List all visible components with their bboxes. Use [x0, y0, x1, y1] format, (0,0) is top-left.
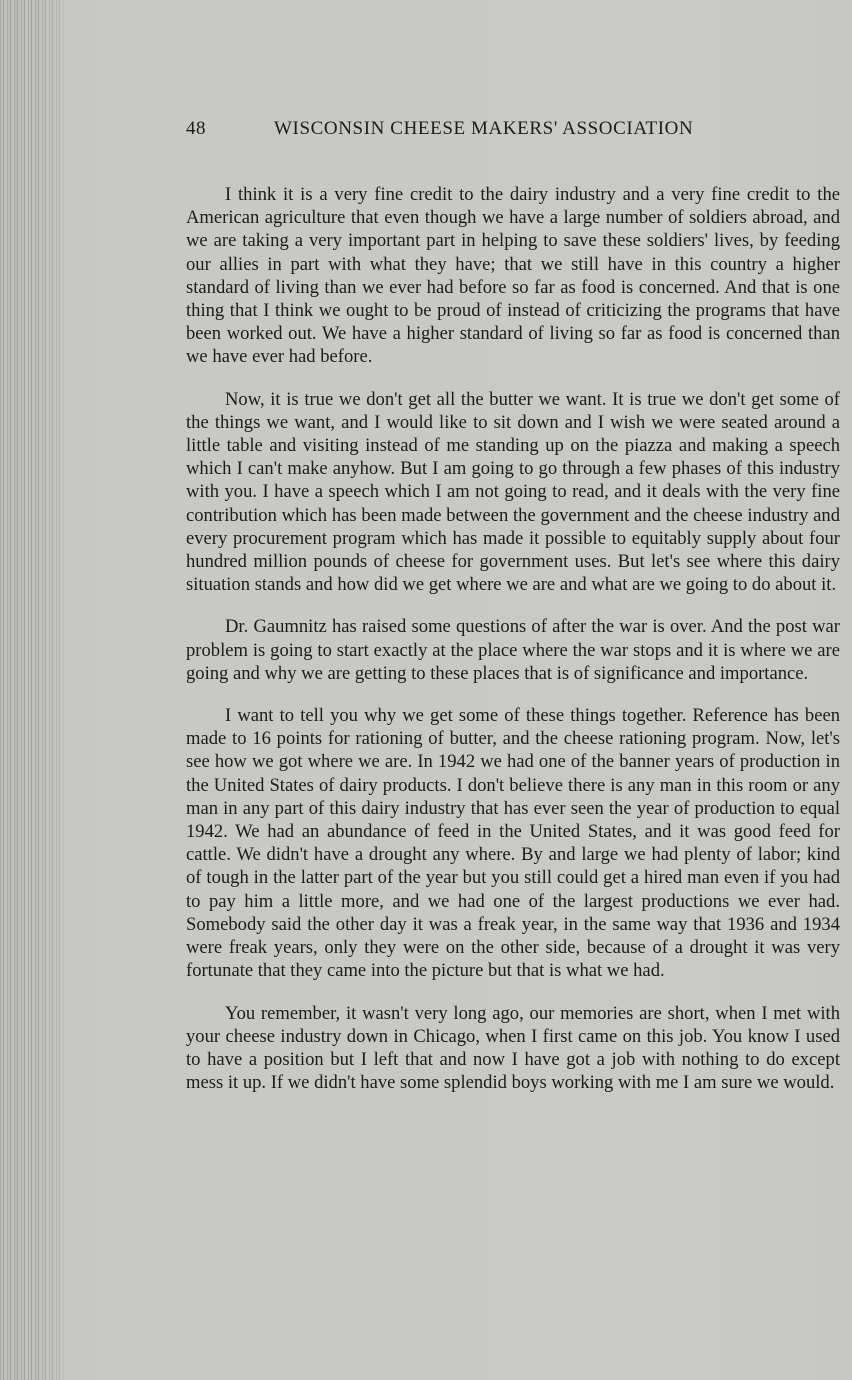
- binding-shadow: [40, 0, 80, 1380]
- paragraph: You remember, it wasn't very long ago, our memories are short, when I met with your cheese industry down in Chicago, when I first came on this job. You know I used to have a position but I left that and now I have got a job with nothing to do except mess it up. If we didn't have some splendid boys working with me I am sure we would.: [186, 1002, 840, 1094]
- body-text: [186, 183, 840, 1113]
- paragraph: Now, it is true we don't get all the butter we want. It is true we don't get some of the things we want, and I would like to sit down and I wish we were seated around a little table and visiting instead of me standing up on the piazza and making a speech which I can't make anyhow. But I am going to go through a few phases of this industry with you. I have a speech which I am not going to read, and it deals with the very fine contribution which has been made between the government and the cheese industry and every procurement program which has made it possible to equitably supply about four hundred million pounds of cheese for government uses. But let's see where this dairy situation stands and how did we get where we are and what are we going to do about it.: [186, 388, 840, 596]
- page-header: [186, 118, 840, 148]
- running-title: WISCONSIN CHEESE MAKERS' ASSOCIATION: [274, 118, 694, 139]
- paragraph: Dr. Gaumnitz has raised some questions of after the war is over. And the post war problem is going to start exactly at the place where the war stops and it is where we are going and why we are getting to these places that is of significance and importance.: [186, 616, 840, 684]
- paragraph: I think it is a very fine credit to the dairy industry and a very fine credit to the American agriculture that even though we have a large number of soldiers abroad, and we are taking a very important part in helping to save these soldiers' lives, by feeding our allies in part with what they have; that we still have in this country a higher standard of living than we ever had before so far as food is concerned. And that is one thing that I think we ought to be proud of instead of criticizing the programs that have been worked out. We have a higher standard of living so far as food is concerned than we have ever had before.: [186, 184, 840, 368]
- paragraph: I want to tell you why we get some of these things together. Reference has been made to 16 points for rationing of butter, and the cheese rationing program. Now, let's see how we got where we are. In 1942 we had one of the banner years of production in the United States of dairy products. I don't believe there is any man in this room or any man in any part of this dairy industry that has ever seen the year of production to equal 1942. We had an abundance of feed in the United States, and it was good feed for cattle. We didn't have a drought any where. By and large we had plenty of labor; kind of tough in the latter part of the year but you still could get a hired man even if you had to pay him a little more, and we had one of the largest productions we ever had. Somebody said the other day it was a freak year, in the same way that 1936 and 1934 were freak years, only they were on the other side, because of a drought it was very fortunate that they came into the picture but that is what we had.: [186, 705, 840, 982]
- page-number: 48: [186, 118, 206, 139]
